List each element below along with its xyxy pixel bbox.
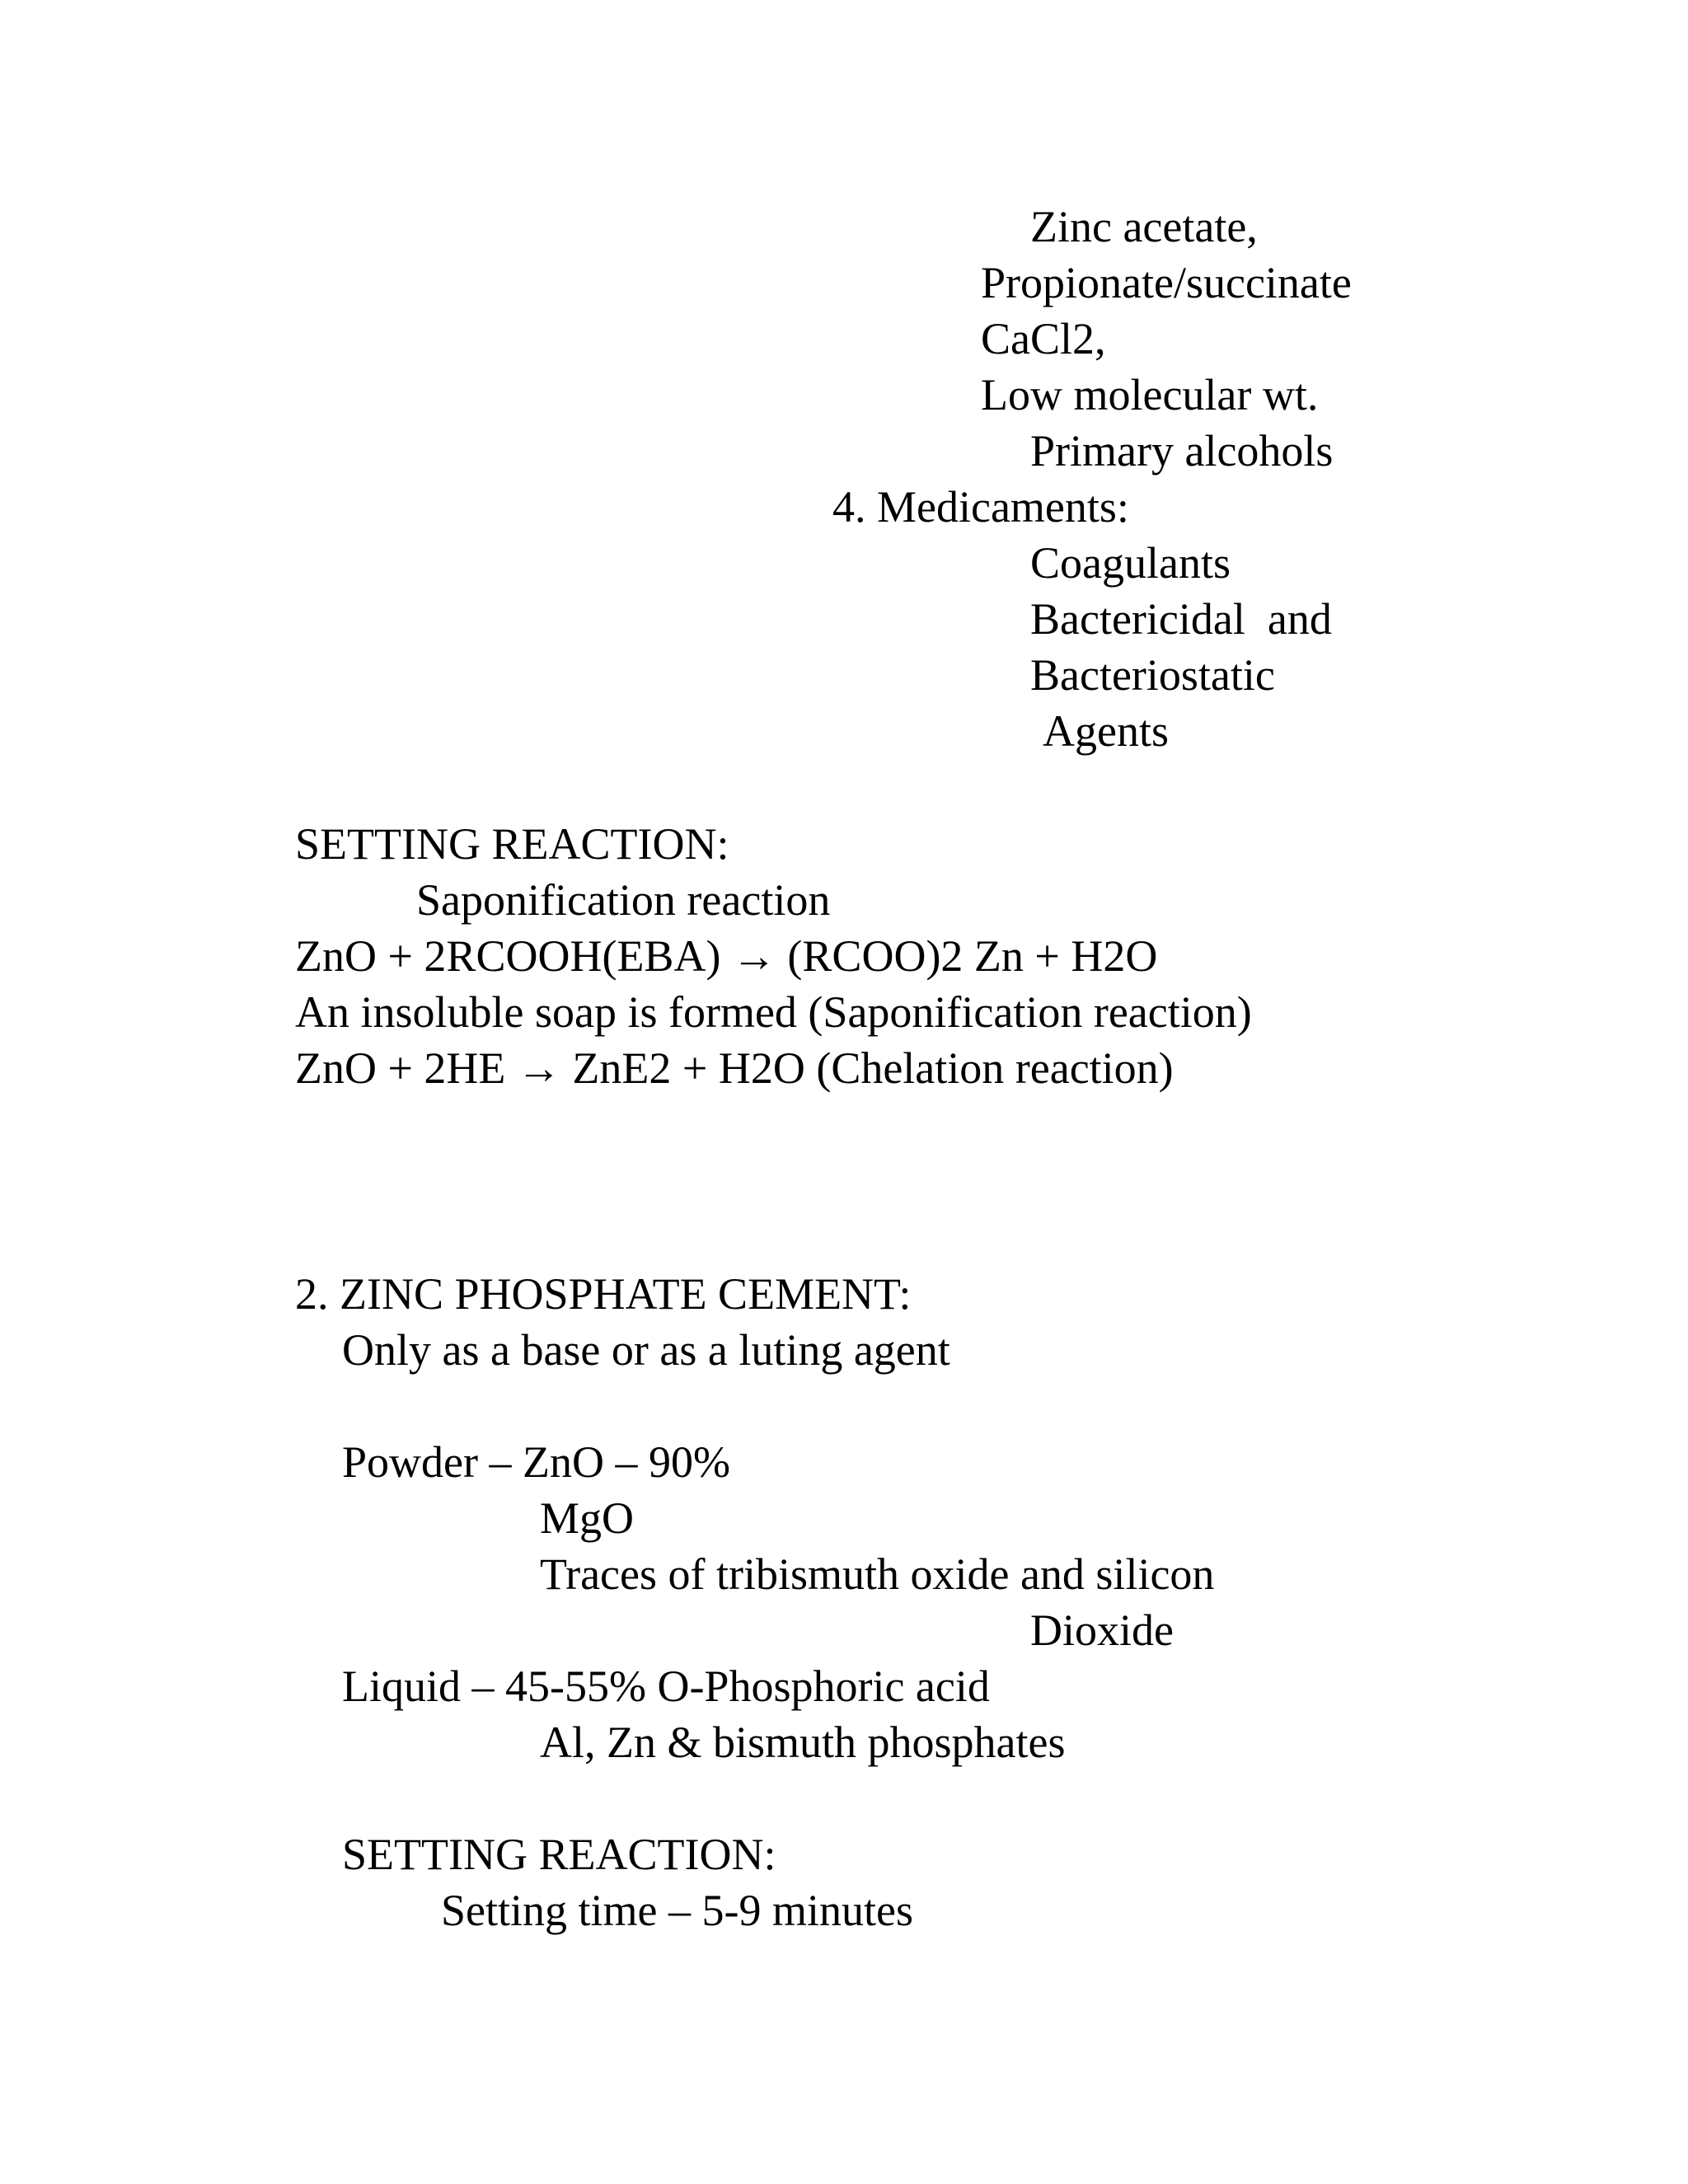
list-item-low-mw: Low molecular wt. [981, 370, 1319, 419]
list-item-primary-alcohols: Primary alcohols [1030, 426, 1334, 476]
reaction-note: An insoluble soap is formed (Saponification reaction) [295, 987, 1252, 1037]
list-item-agents: Agents [1043, 706, 1169, 756]
zinc-phosphate-usage: Only as a base or as a luting agent [342, 1325, 950, 1375]
liquid-phosphates: Al, Zn & bismuth phosphates [540, 1718, 1066, 1767]
setting-time: Setting time – 5-9 minutes [441, 1886, 913, 1935]
list-item-bactericidal: Bactericidal and [1030, 594, 1332, 644]
powder-dioxide: Dioxide [1030, 1605, 1174, 1655]
setting-reaction-heading-2: SETTING REACTION: [342, 1830, 776, 1879]
liquid-composition: Liquid – 45-55% O-Phosphoric acid [342, 1661, 990, 1711]
list-item-propionate: Propionate/succinate [981, 258, 1352, 307]
list-heading-medicaments: 4. Medicaments: [832, 482, 1129, 532]
list-item-cacl2: CaCl2, [981, 314, 1106, 363]
zinc-phosphate-heading: 2. ZINC PHOSPHATE CEMENT: [295, 1269, 912, 1319]
reaction-equation-2: ZnO + 2HE → ZnE2 + H2O (Chelation reaction) [295, 1043, 1174, 1093]
list-item-zinc-acetate: Zinc acetate, [1030, 202, 1258, 251]
powder-composition: Powder – ZnO – 90% [342, 1437, 730, 1487]
saponification-subheading: Saponification reaction [416, 875, 831, 925]
list-item-bacteriostatic: Bacteriostatic [1030, 650, 1275, 700]
powder-mgo: MgO [540, 1493, 635, 1543]
setting-reaction-heading: SETTING REACTION: [295, 819, 729, 869]
reaction-equation-1: ZnO + 2RCOOH(EBA) → (RCOO)2 Zn + H2O [295, 931, 1158, 981]
list-item-coagulants: Coagulants [1030, 538, 1231, 588]
powder-traces: Traces of tribismuth oxide and silicon [540, 1549, 1215, 1599]
